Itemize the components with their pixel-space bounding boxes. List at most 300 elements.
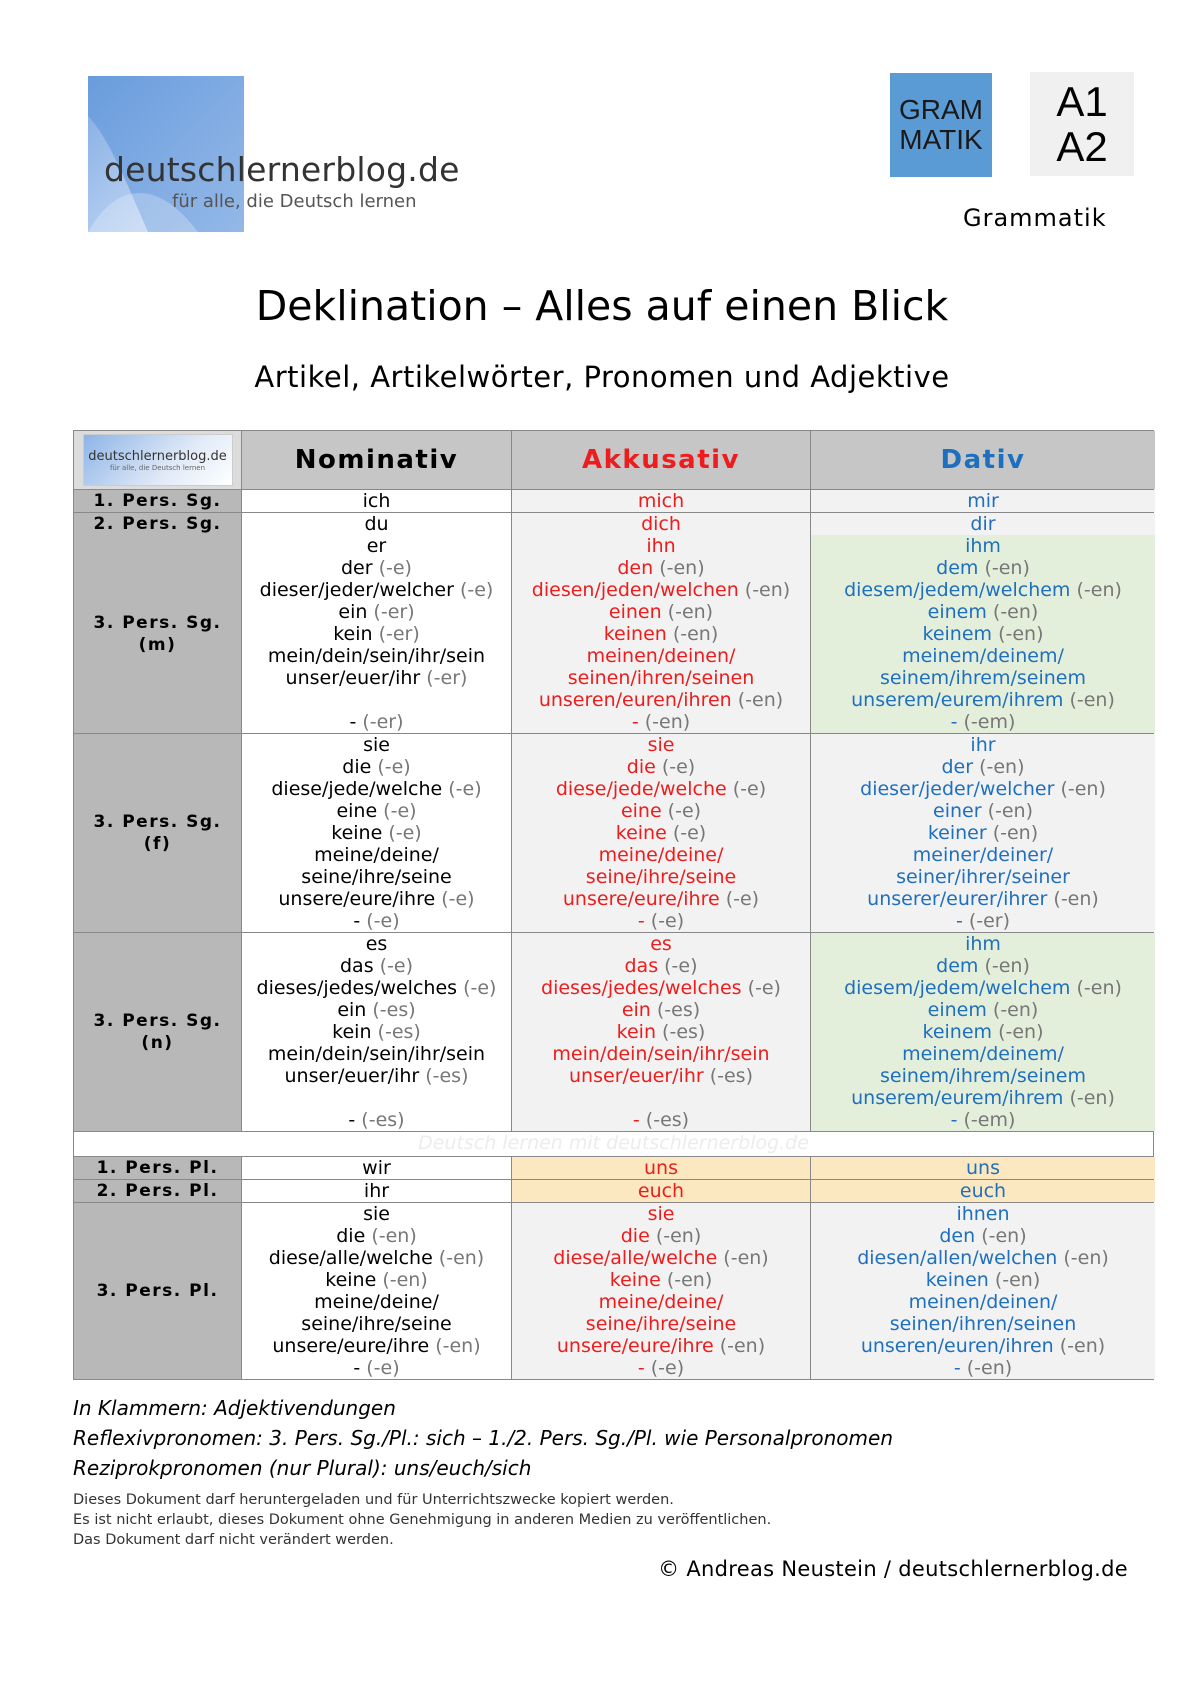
form-word: es <box>650 933 672 955</box>
adjective-ending: (-en) <box>1053 1335 1106 1357</box>
legal-line: Das Dokument darf nicht verändert werden. <box>73 1532 394 1548</box>
cell-akk <box>512 734 811 932</box>
adjective-ending: (-es) <box>366 999 416 1021</box>
row-label <box>74 490 242 512</box>
adjective-ending: (-e) <box>360 910 400 932</box>
form-line <box>811 800 1155 822</box>
form-word: diesen/jeden/welchen <box>531 579 739 601</box>
form-word: einen <box>608 601 662 623</box>
form-line <box>242 866 511 888</box>
adjective-ending: (-e) <box>453 579 494 601</box>
form-word: ihm <box>965 933 1001 955</box>
adjective-ending: (-en) <box>731 689 784 711</box>
form-word: du <box>364 513 389 535</box>
form-line <box>811 601 1155 623</box>
form-word: einer <box>933 800 982 822</box>
form-line <box>242 822 511 844</box>
form-word: - <box>637 1357 645 1379</box>
cell-dat <box>811 535 1155 733</box>
form-word: unsere/eure/ihre <box>278 888 436 910</box>
adjective-ending: (-en) <box>975 1225 1027 1247</box>
adjective-ending: (-e) <box>442 778 482 800</box>
form-line <box>512 933 810 955</box>
adjective-ending: (-en) <box>981 800 1033 822</box>
form-word: kein <box>616 1021 657 1043</box>
form-word: unsere/eure/ihre <box>272 1335 430 1357</box>
adjective-ending: (-em) <box>957 1109 1016 1131</box>
form-word: uns <box>966 1157 1000 1179</box>
form-word: seine/ihre/seine <box>301 1313 452 1335</box>
note-adjective-endings: In Klammern: Adjektivendungen <box>73 1396 396 1420</box>
adjective-ending: (-e) <box>457 977 497 999</box>
form-word: unseren/euren/ihren <box>538 689 732 711</box>
form-line <box>242 1043 511 1065</box>
form-word: - <box>353 1357 361 1379</box>
form-line <box>811 778 1155 800</box>
form-line <box>242 778 511 800</box>
declension-table <box>73 430 1154 1380</box>
form-word: mir <box>967 490 999 512</box>
form-line <box>512 645 810 667</box>
form-word: mein/dein/sein/ihr/sein <box>267 1043 486 1065</box>
adjective-ending: (-en) <box>653 557 705 579</box>
form-word: sie <box>647 734 675 756</box>
form-word: meine/deine/ <box>314 844 439 866</box>
form-word: dieses/jedes/welches <box>541 977 742 999</box>
cell-akk <box>512 1157 811 1179</box>
form-word: der <box>941 756 974 778</box>
cell-dat <box>811 933 1155 1131</box>
row-label-text: (f) <box>143 834 172 854</box>
form-line <box>512 1225 810 1247</box>
form-word: diese/jede/welche <box>555 778 727 800</box>
form-line <box>242 513 511 535</box>
form-word: den <box>617 557 654 579</box>
form-line <box>242 535 511 557</box>
form-word: seine/ihre/seine <box>585 866 737 888</box>
level-badge-line2: A2 <box>1056 123 1108 170</box>
grammar-badge-line1: GRAM <box>899 94 983 125</box>
form-word: meine/deine/ <box>314 1291 439 1313</box>
form-word: seinen/ihren/seinen <box>567 667 755 689</box>
form-line <box>512 866 810 888</box>
row-label-text: (n) <box>141 1033 174 1053</box>
adjective-ending: (-en) <box>666 623 719 645</box>
form-word: keinem <box>922 623 993 645</box>
form-word: unser/euer/ihr <box>284 1065 420 1087</box>
form-line <box>242 888 511 910</box>
form-word: dir <box>970 513 996 535</box>
form-word: seinem/ihrem/seinem <box>880 1065 1086 1087</box>
adjective-ending: (-en) <box>986 822 1039 844</box>
form-word: seinem/ihrem/seinem <box>880 667 1086 689</box>
form-line <box>811 579 1155 601</box>
form-line <box>811 844 1155 866</box>
row-label <box>74 1180 242 1202</box>
form-line <box>512 1357 810 1379</box>
row-label-text: 1. Pers. Sg. <box>93 491 222 511</box>
form-word: diesen/allen/welchen <box>857 1247 1058 1269</box>
form-word: einem <box>927 601 987 623</box>
adjective-ending: (-es) <box>650 999 701 1021</box>
form-line <box>811 1335 1155 1357</box>
form-line <box>512 1021 810 1043</box>
adjective-ending: (-e) <box>373 955 414 977</box>
form-line <box>512 1180 810 1202</box>
form-word: wir <box>362 1157 391 1179</box>
form-line <box>242 711 511 733</box>
form-line <box>512 999 810 1021</box>
form-line <box>242 734 511 756</box>
form-line <box>242 1065 511 1087</box>
adjective-ending: (-e) <box>726 778 767 800</box>
form-word: keinem <box>922 1021 993 1043</box>
row-label <box>74 1157 242 1179</box>
cell-nom <box>242 933 512 1131</box>
form-line <box>242 579 511 601</box>
form-word: - <box>950 711 958 733</box>
form-line <box>512 1247 810 1269</box>
form-word: dich <box>641 513 681 535</box>
form-line <box>811 1269 1155 1291</box>
form-line <box>512 756 810 778</box>
form-word: ihr <box>970 734 996 756</box>
form-line <box>512 1291 810 1313</box>
form-word: keine <box>325 1269 377 1291</box>
row-label <box>74 513 242 535</box>
form-word: dieser/jeder/welcher <box>860 778 1055 800</box>
form-line <box>811 1247 1155 1269</box>
cell-nom <box>242 1180 512 1202</box>
form-word: ein <box>621 999 651 1021</box>
form-line <box>242 933 511 955</box>
adjective-ending: (-e) <box>661 800 702 822</box>
form-line <box>811 1087 1155 1109</box>
adjective-ending: (-en) <box>660 1269 713 1291</box>
form-word: sie <box>363 1203 390 1225</box>
form-line <box>242 645 511 667</box>
form-word: - <box>632 1109 640 1131</box>
table-row <box>74 535 1153 733</box>
cell-akk <box>512 535 811 733</box>
table-row <box>74 1179 1153 1202</box>
form-word: keine <box>331 822 383 844</box>
cell-akk <box>512 1180 811 1202</box>
form-line <box>242 844 511 866</box>
adjective-ending: (-en) <box>713 1335 766 1357</box>
form-line <box>811 999 1155 1021</box>
copyright: © Andreas Neustein / deutschlernerblog.de <box>658 1557 1128 1581</box>
logo-subtitle: für alle, die Deutsch lernen <box>172 191 417 212</box>
mini-logo-subtitle: für alle, die Deutsch lernen <box>109 463 206 472</box>
adjective-ending: (-er) <box>420 667 468 689</box>
row-label-text: 2. Pers. Pl. <box>96 1181 219 1201</box>
form-line <box>811 977 1155 999</box>
form-word: einem <box>927 999 987 1021</box>
grammar-badge-line2: MATIK <box>899 124 983 155</box>
form-line <box>512 1043 810 1065</box>
adjective-ending: (-e) <box>655 756 696 778</box>
form-word: diese/alle/welche <box>268 1247 433 1269</box>
form-line <box>512 1109 810 1131</box>
form-line <box>242 1291 511 1313</box>
form-word: - <box>353 910 361 932</box>
form-line <box>811 756 1155 778</box>
row-label-text: 3. Pers. Sg. <box>93 1011 222 1031</box>
form-word: unser/euer/ihr <box>285 667 421 689</box>
adjective-ending: (-es) <box>419 1065 469 1087</box>
form-line <box>512 1313 810 1335</box>
table-row <box>74 490 1153 512</box>
form-line <box>512 1087 810 1109</box>
cell-dat <box>811 734 1155 932</box>
adjective-ending: (-es) <box>355 1109 405 1131</box>
row-label <box>74 535 242 733</box>
form-line <box>512 513 810 535</box>
cell-nom <box>242 513 512 535</box>
form-line <box>242 557 511 579</box>
cell-dat <box>811 1180 1155 1202</box>
form-line <box>512 844 810 866</box>
legal-line: Es ist nicht erlaubt, dieses Dokument ohne Genehmigung in anderen Medien zu veröffentlichen. <box>73 1512 772 1528</box>
adjective-ending: (-en) <box>738 579 791 601</box>
form-line <box>512 800 810 822</box>
form-line <box>811 1157 1155 1179</box>
form-line <box>811 689 1155 711</box>
form-word: mich <box>637 490 685 512</box>
form-line <box>811 955 1155 977</box>
form-line <box>242 623 511 645</box>
badge-caption: Grammatik <box>963 204 1107 232</box>
adjective-ending: (-e) <box>644 1357 685 1379</box>
adjective-ending: (-en) <box>986 999 1039 1021</box>
page-subtitle: Artikel, Artikelwörter, Pronomen und Adjektive <box>254 360 950 394</box>
form-word: dem <box>936 557 979 579</box>
form-word: kein <box>332 1021 372 1043</box>
form-line <box>512 601 810 623</box>
form-word: keiner <box>927 822 987 844</box>
form-word: er <box>366 535 387 557</box>
adjective-ending: (-e) <box>741 977 781 999</box>
form-line <box>242 1225 511 1247</box>
form-word: sie <box>647 1203 675 1225</box>
adjective-ending: (-en) <box>661 601 714 623</box>
form-word: ihnen <box>956 1203 1010 1225</box>
adjective-ending: (-en) <box>1070 977 1122 999</box>
adjective-ending: (-en) <box>429 1335 481 1357</box>
adjective-ending: (-en) <box>1057 1247 1109 1269</box>
form-line <box>811 490 1155 512</box>
form-line <box>242 1335 511 1357</box>
adjective-ending: (-e) <box>360 1357 400 1379</box>
table-row <box>74 733 1153 932</box>
form-word: diesem/jedem/welchem <box>844 977 1071 999</box>
form-word: - <box>631 711 639 733</box>
form-word: - <box>950 1109 958 1131</box>
form-line <box>512 490 810 512</box>
form-line <box>811 933 1155 955</box>
row-label <box>74 933 242 1131</box>
form-line <box>242 1109 511 1131</box>
form-line <box>512 1065 810 1087</box>
form-word: mein/dein/sein/ihr/sein <box>267 645 486 667</box>
form-word: keinen <box>925 1269 989 1291</box>
form-word: ihm <box>965 535 1001 557</box>
form-word: euch <box>637 1180 685 1202</box>
adjective-ending: (-en) <box>986 601 1039 623</box>
adjective-ending: (-en) <box>432 1247 485 1269</box>
cell-akk <box>512 490 811 512</box>
form-line <box>242 667 511 689</box>
form-line <box>242 999 511 1021</box>
table-corner-logo <box>74 431 242 489</box>
form-line <box>242 756 511 778</box>
form-line <box>811 1043 1155 1065</box>
form-word: - <box>953 1357 961 1379</box>
form-word: mein/dein/sein/ihr/sein <box>552 1043 770 1065</box>
form-word: die <box>626 756 656 778</box>
form-line <box>242 1021 511 1043</box>
adjective-ending: (-e) <box>719 888 760 910</box>
form-word: den <box>939 1225 976 1247</box>
adjective-ending: (-en) <box>960 1357 1013 1379</box>
adjective-ending: (-er) <box>962 910 1011 932</box>
form-line <box>242 689 511 711</box>
adjective-ending: (-en) <box>638 711 691 733</box>
cell-nom <box>242 734 512 932</box>
row-label-text: 2. Pers. Sg. <box>93 514 222 534</box>
watermark: Deutsch lernen mit deutschlernerblog.de <box>418 1132 809 1154</box>
note-reciprocal: Reziprokpronomen (nur Plural): uns/euch/sich <box>73 1456 532 1480</box>
adjective-ending: (-en) <box>973 756 1025 778</box>
cell-dat <box>811 1157 1155 1179</box>
form-word: eine <box>336 800 378 822</box>
adjective-ending: (-en) <box>992 623 1044 645</box>
form-line <box>242 601 511 623</box>
row-label-text: 3. Pers. Sg. <box>93 613 222 633</box>
table-row <box>74 932 1153 1131</box>
form-line <box>811 734 1155 756</box>
form-word: - <box>637 910 645 932</box>
legal-text <box>73 1490 771 1550</box>
cell-nom <box>242 1157 512 1179</box>
form-line <box>242 1087 511 1109</box>
form-line <box>512 1203 810 1225</box>
form-word: keine <box>609 1269 661 1291</box>
adjective-ending: (-er) <box>367 601 415 623</box>
table-row <box>74 1157 1153 1179</box>
form-line <box>242 1313 511 1335</box>
form-word: kein <box>333 623 373 645</box>
adjective-ending: (-en) <box>1063 689 1115 711</box>
form-word: ihr <box>363 1180 390 1202</box>
form-line <box>512 977 810 999</box>
adjective-ending: (-en) <box>376 1269 428 1291</box>
form-line <box>242 1203 511 1225</box>
adjective-ending: (-en) <box>1070 579 1122 601</box>
legal-line: Dieses Dokument darf heruntergeladen und für Unterrichtszwecke kopiert werden. <box>73 1492 674 1508</box>
adjective-ending: (-e) <box>644 910 685 932</box>
form-word: - <box>348 1109 356 1131</box>
header-dativ: Dativ <box>811 431 1155 489</box>
level-badge <box>1030 72 1134 176</box>
form-line <box>512 888 810 910</box>
form-line <box>811 866 1155 888</box>
form-line <box>811 910 1155 932</box>
form-word: uns <box>644 1157 678 1179</box>
form-word: keinen <box>603 623 667 645</box>
form-word: meine/deine/ <box>598 844 724 866</box>
form-line <box>811 513 1155 535</box>
header-akkusativ: Akkusativ <box>512 431 811 489</box>
form-word: meinem/deinem/ <box>902 645 1064 667</box>
cell-dat <box>811 490 1155 512</box>
form-word: - <box>349 711 357 733</box>
adjective-ending: (-em) <box>957 711 1016 733</box>
form-line <box>811 711 1155 733</box>
form-word: unserem/eurem/ihrem <box>851 689 1064 711</box>
adjective-ending: (-en) <box>1054 778 1106 800</box>
form-word: unser/euer/ihr <box>569 1065 704 1087</box>
form-line <box>811 822 1155 844</box>
form-word: die <box>336 1225 366 1247</box>
row-label <box>74 1203 242 1379</box>
form-line <box>242 800 511 822</box>
form-line <box>512 822 810 844</box>
cell-nom <box>242 1203 512 1379</box>
form-line <box>512 557 810 579</box>
form-line <box>512 734 810 756</box>
form-line <box>811 1291 1155 1313</box>
form-line <box>512 955 810 977</box>
cell-dat <box>811 1203 1155 1379</box>
form-word: ein <box>337 999 367 1021</box>
form-word: euch <box>959 1180 1007 1202</box>
row-label <box>74 734 242 932</box>
form-word: es <box>365 933 388 955</box>
form-line <box>512 1157 810 1179</box>
form-word: sie <box>363 734 390 756</box>
adjective-ending: (-es) <box>656 1021 706 1043</box>
form-line <box>512 689 810 711</box>
form-word: meinem/deinem/ <box>902 1043 1064 1065</box>
form-line <box>512 711 810 733</box>
cell-nom <box>242 535 512 733</box>
form-line <box>811 1203 1155 1225</box>
adjective-ending: (-en) <box>1063 1087 1115 1109</box>
form-line <box>811 667 1155 689</box>
form-word: unseren/euren/ihren <box>860 1335 1054 1357</box>
notes <box>73 1393 893 1483</box>
form-word: meinen/deinen/ <box>908 1291 1058 1313</box>
header-nominativ: Nominativ <box>242 431 512 489</box>
form-line <box>242 1247 511 1269</box>
form-word: dem <box>936 955 979 977</box>
form-word: der <box>341 557 373 579</box>
form-line <box>242 910 511 932</box>
form-line <box>811 1021 1155 1043</box>
form-word: seine/ihre/seine <box>585 1313 737 1335</box>
form-word: keine <box>615 822 667 844</box>
adjective-ending: (-e) <box>666 822 707 844</box>
adjective-ending: (-e) <box>658 955 698 977</box>
form-line <box>811 1225 1155 1247</box>
form-line <box>811 1313 1155 1335</box>
cell-akk <box>512 933 811 1131</box>
table-row <box>74 512 1153 535</box>
grammar-badge <box>890 73 992 177</box>
row-label-text: (m) <box>138 635 177 655</box>
